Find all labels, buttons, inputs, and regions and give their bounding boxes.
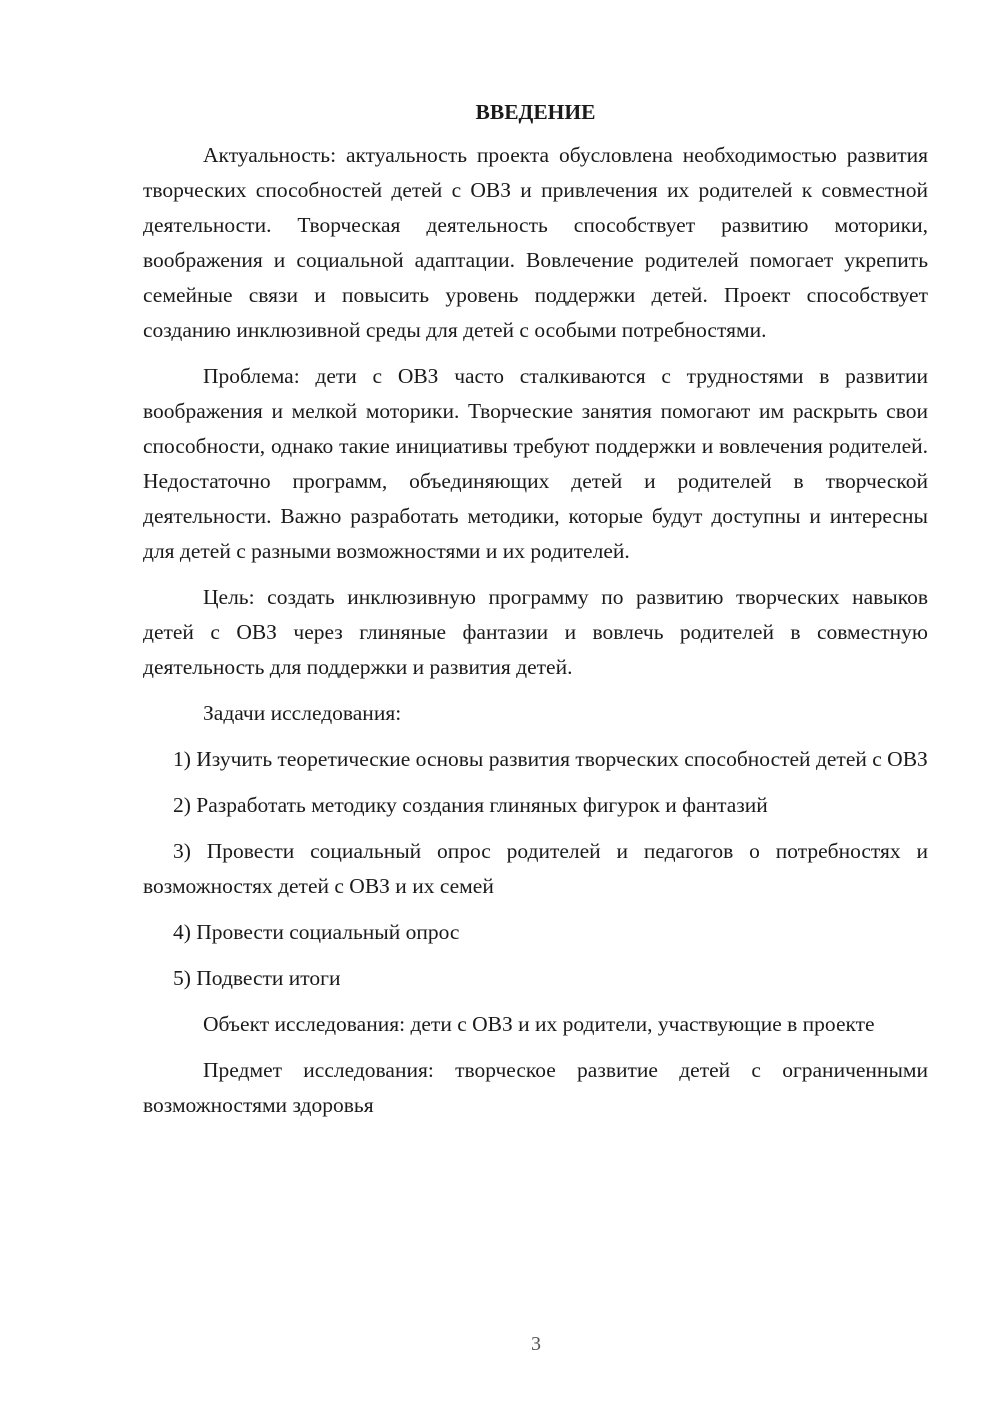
relevance-paragraph: Актуальность: актуальность проекта обусловлена необходимостью развития творческих способностей детей с ОВЗ и привлечения их родителей к совместной деятельности. Творческая деятельность способствует развитию моторики, воображения и социальной адаптации. Вовлечение родителей помогает укрепить семейные связи и повысить уровень поддержки детей. Проект способствует созданию инклюзивной среды для детей с особыми потребностями. (143, 143, 928, 342)
problem-paragraph: Проблема: дети с ОВЗ часто сталкиваются с трудностями в развитии воображения и мелкой моторики. Творческие занятия помогают им раскрыть свои способности, однако такие инициативы требуют поддержки и вовлечения родителей. Недостаточно программ, объединяющих детей и родителей в творческой деятельности. Важно разработать методики, которые будут доступны и интересны для детей с разными возможностями и их родителей. (143, 364, 928, 563)
subject-paragraph: Предмет исследования: творческое развитие детей с ограниченными возможностями здоровья (143, 1058, 928, 1117)
task-item: 4) Провести социальный опрос (173, 920, 460, 944)
task-item: 5) Подвести итоги (173, 966, 341, 990)
goal-paragraph: Цель: создать инклюзивную программу по развитию творческих навыков детей с ОВЗ через глиняные фантазии и вовлечь родителей в совместную деятельность для поддержки и развития детей. (143, 585, 928, 679)
task-item: 1) Изучить теоретические основы развития творческих способностей детей с ОВЗ (173, 747, 928, 771)
page-number: 3 (531, 1333, 541, 1355)
page-title: ВВЕДЕНИЕ (475, 100, 596, 124)
task-item: 2) Разработать методику создания глиняных фигурок и фантазий (173, 793, 768, 817)
object-paragraph: Объект исследования: дети с ОВЗ и их родители, участвующие в проекте (203, 1012, 875, 1036)
tasks-heading: Задачи исследования: (203, 701, 402, 725)
task-item: 3) Провести социальный опрос родителей и педагогов о потребностях и возможностях детей с ОВЗ и их семей (143, 839, 928, 898)
document-page (143, 92, 928, 1134)
